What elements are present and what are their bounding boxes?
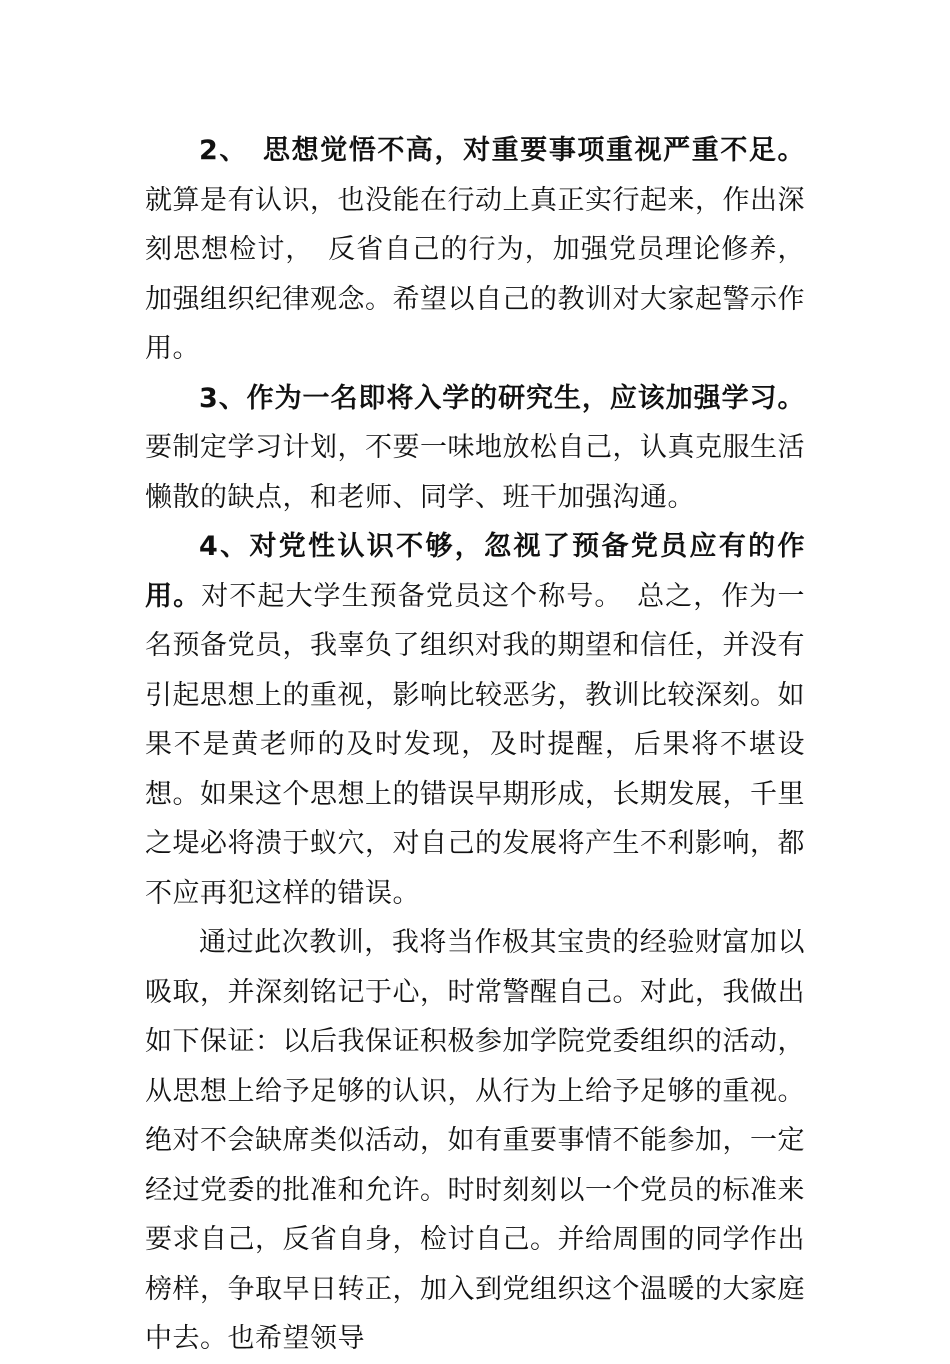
paragraph-heading: 2、 思想觉悟不高，对重要事项重视严重不足。 [199,135,805,166]
paragraph-point-2 [145,126,805,374]
paragraph-text: 就算是有认识，也没能在行动上真正实行起来，作出深刻思想检讨， 反省自己的行为，加强党员理论修养，加强组织纪律观念。希望以自己的教训对大家起警示作用。 [145,184,805,364]
paragraph-heading: 3、作为一名即将入学的研究生，应该加强学习。 [199,382,805,414]
paragraph-heading: 4、对党性认识不够，忽视了预备党员应有的作用。 [145,531,805,612]
document-body [145,126,805,1364]
paragraph-text: 通过此次教训，我将当作极其宝贵的经验财富加以吸取，并深刻铭记于心，时常警醒自己。对此，我做出如下保证：以后我保证积极参加学院党委组织的活动，从思想上给予足够的认识，从行为上给予足够的重视。绝对不会缺席类似活动，如有重要事情不能参加，一定经过党委的批准和允许。时时刻刻以一个党员的标准来要求自己，反省自身，检讨自己。并给周围的同学作出榜样，争取早日转正，加入到党组织这个温暖的大家庭中去。也希望领导 [145,927,805,1354]
paragraph-text: 对不起大学生预备党员这个称号。 总之，作为一名预备党员，我辜负了组织对我的期望和信任，并没有引起思想上的重视，影响比较恶劣，教训比较深刻。如果不是黄老师的及时发现，及时提醒，后果将不堪设想。如果这个思想上的错误早期形成，长期发展，千里之堤必将溃于蚁穴，对自己的发展将产生不利影响，都不应再犯这样的错误。 [145,580,806,909]
paragraph-text: 要制定学习计划，不要一味地放松自己，认真克服生活懒散的缺点，和老师、同学、班干加强沟通。 [145,432,805,513]
paragraph-pledge [145,918,805,1364]
paragraph-point-3 [145,374,805,523]
paragraph-point-4 [145,522,805,918]
